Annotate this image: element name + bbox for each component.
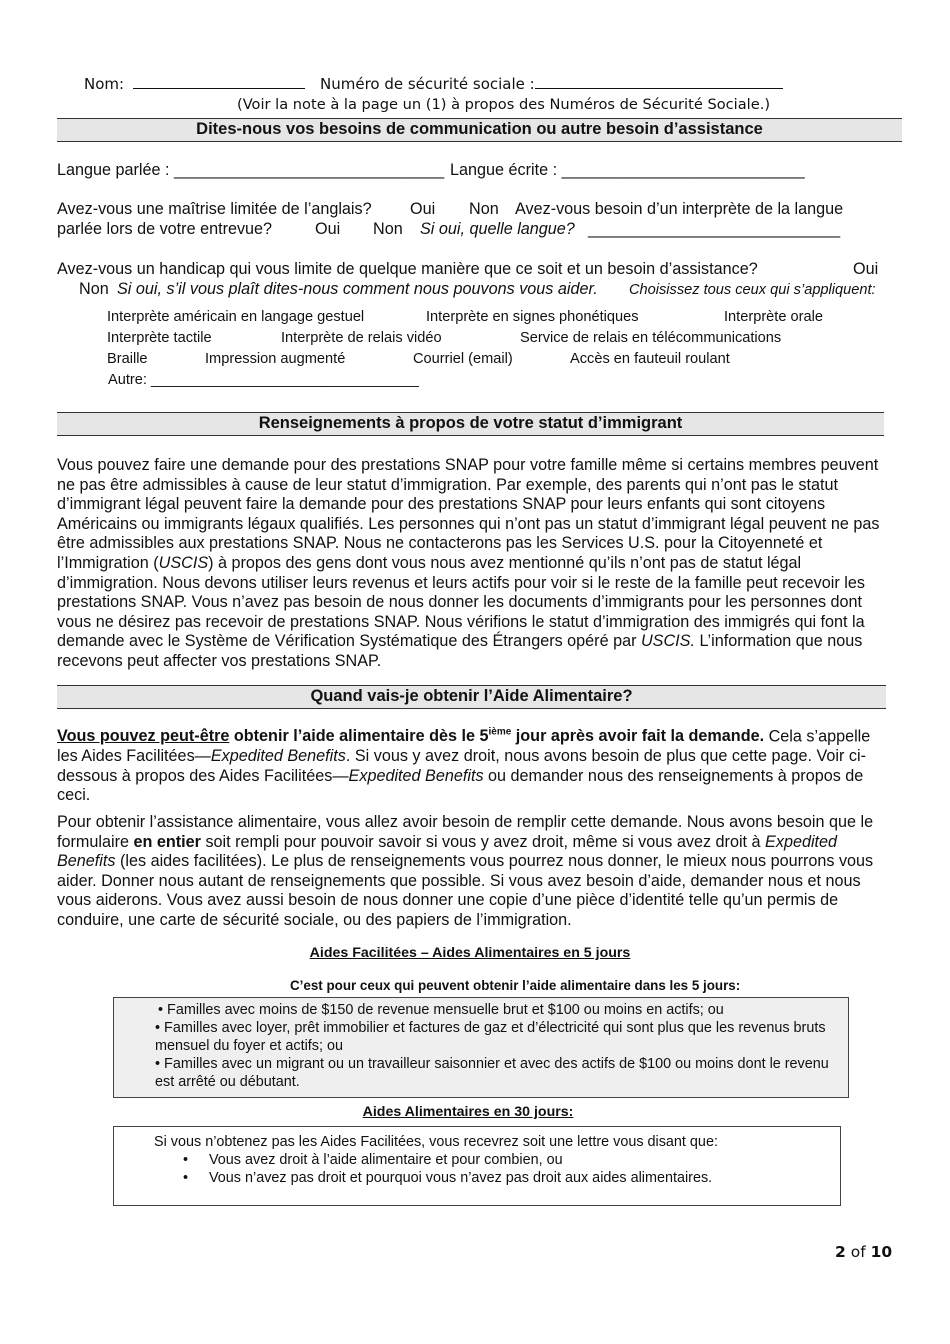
option-wheelchair[interactable]: Accès en fauteuil roulant [570, 351, 730, 367]
expedited-text: Expedited Benefits [210, 746, 346, 765]
p2-bold: en entier [133, 832, 201, 851]
thirty-day-list [153, 1151, 830, 1187]
spoken-language-label: Langue parlée : ______________________________ [57, 161, 445, 179]
communication-title: Dites-nous vos besoins de communication ou autre besoin d’assistance [57, 118, 902, 142]
ssn-note: (Voir la note à la page un (1) à propos des Numéros de Sécurité Sociale.) [237, 96, 771, 113]
option-other[interactable]: Autre: _________________________________ [108, 372, 419, 388]
lead-rest-a: Cela s’appelle les Aides Facilitées— [57, 727, 871, 765]
p2-text-c: (les aides facilitées). Le plus de renseignements vous pourrez nous donner, le mieux nous pourrons vous aider. Donner nous autant de renseignements que possible. Si vous avez besoin d’aide, demander nous et nous vous aiderons. Vous avez aussi besoin de nous donner une copie d’une pièce d’identité telle qu’un permis de conduire, une carte de sécurité sociale, ou des papiers de l’immigration. [57, 852, 874, 929]
thirty-day-item-1: • Vous avez droit à l’aide alimentaire et pour combien, ou [153, 1151, 830, 1169]
expedited-box-subtitle: C’est pour ceux qui peuvent obtenir l’aide alimentaire dans les 5 jours: [290, 978, 741, 993]
thirty-day-box [113, 1126, 841, 1206]
option-cued-speech[interactable]: Interprète en signes phonétiques [426, 309, 639, 325]
interpreter-no-option[interactable]: Non [373, 220, 403, 238]
expedited-text-2: Expedited Benefits [348, 766, 484, 785]
expedited-box-title: Aides Facilitées – Aides Alimentaires en 5 jours [309, 945, 631, 961]
expedited-item-2: • Familles avec loyer, prêt immobilier et factures de gaz et d’électricité qui sont plus que les revenus bruts mensuel du foyer et actifs; ou [155, 1020, 826, 1054]
immigration-text-1: Vous pouvez faire une demande pour des prestations SNAP pour votre famille même si certains membres peuvent ne pas être admissibles à cause de leur statut d’immigration. Par exemple, des parents qui n’ont pas le statut d’immigrant légal peuvent faire la demande pour des prestations SNAP pour leurs enfants qui sont citoyens Américains ou immigrants légaux qualifiés. Les personnes qui n’ont pas un statut d’immigrant légal peuvent ne pas être admissibles aux prestations SNAP. Nous ne contacterons pas les Services U.S. pour la Citoyenneté et l’Immigration ( [57, 456, 880, 572]
name-label: Nom: [84, 75, 125, 93]
thirty-day-item-2: • Vous n’avez pas droit et pourquoi vous n’avez pas droit aux aides alimentaires. [153, 1169, 830, 1187]
expedited-item-1: • Familles avec moins de $150 de revenue mensuelle brut et $100 ou moins en actifs; ou [158, 1002, 724, 1018]
food-aid-paragraph-1 [57, 723, 889, 806]
english-no-option[interactable]: Non [469, 200, 499, 218]
immigration-text-2: ) à propos des gens dont vous nous avez mentionné qu’ils n’ont pas de statut légal d’immigration. Nous devons utiliser leurs revenus et leurs actifs pour voir si le reste de la famille peut recevoir les prestations SNAP. Vous n’avez pas besoin de nous donner les documents d’immigrants pour les personnes dont vous ne désirez pas recevoir de prestations SNAP. Nous vérifions le statut d’immigration des immigrés qui font la demande avec le Système de Vérification Systématique des Étrangers opéré par [57, 553, 865, 651]
page-current: 2 [835, 1243, 846, 1261]
option-telecom-relay[interactable]: Service de relais en télécommunications [520, 330, 782, 346]
option-braille[interactable]: Braille [107, 351, 148, 367]
spoken-language-field[interactable] [57, 161, 444, 181]
ssn-label: Numéro de sécurité sociale : [320, 75, 535, 93]
immigration-text-3: L’information que nous recevons peut affecter vos prestations SNAP. [57, 632, 863, 670]
which-language-input[interactable]: ____________________________ [588, 220, 841, 238]
option-video-relay[interactable]: Interprète de relais vidéo [281, 330, 442, 346]
lead-bold-b: jour après avoir fait la demande. [511, 727, 765, 746]
english-question: Avez-vous une maîtrise limitée de l’anglais? [57, 200, 372, 218]
option-oral[interactable]: Interprète orale [724, 309, 823, 325]
lead-underlined: Vous pouvez peut-être [57, 727, 230, 746]
option-email[interactable]: Courriel (email) [413, 351, 513, 367]
page-total: 10 [870, 1243, 893, 1261]
disability-yes-option[interactable]: Oui [853, 260, 879, 278]
choose-all-text: Choisissez tous ceux qui s’appliquent: [629, 282, 876, 298]
page-of: of [850, 1243, 866, 1261]
thirty-day-intro: Si vous n’obtenez pas les Aides Facilitées, vous recevrez soit une lettre vous disant que: [154, 1134, 718, 1150]
option-asl[interactable]: Interprète américain en langage gestuel [107, 309, 365, 325]
disability-help-text: Si oui, s’il vous plaît dites-nous comment nous pouvons vous aider. [117, 280, 598, 298]
lead-bold-a: obtenir l’aide alimentaire dès le 5 [229, 727, 489, 746]
food-aid-paragraph-2 [57, 813, 889, 931]
name-field[interactable] [84, 74, 305, 93]
disability-no-option[interactable]: Non [79, 280, 109, 298]
thirty-day-title: Aides Alimentaires en 30 jours: [362, 1104, 574, 1120]
expedited-item-3: • Familles avec un migrant ou un travailleur saisonnier et avec des actifs de $100 ou moins dont le revenu est arrêté ou débutant. [155, 1056, 829, 1090]
disability-question: Avez-vous un handicap qui vous limite de quelque manière que ce soit et un besoin d’assistance? [57, 260, 758, 278]
expedited-text-3: Expedited Benefits [57, 832, 838, 871]
lead-rest-c: ou demander nous des renseignements à propos de ceci. [57, 766, 864, 805]
uscis-text-2: USCIS. [640, 632, 695, 651]
ssn-field[interactable] [320, 74, 783, 93]
written-language-field[interactable] [450, 161, 805, 181]
written-language-label: Langue écrite : ___________________________ [450, 161, 805, 179]
option-tactile[interactable]: Interprète tactile [107, 330, 212, 346]
uscis-text: USCIS [158, 553, 209, 572]
option-large-print[interactable]: Impression augmenté [205, 351, 346, 367]
p2-text-a: Pour obtenir l’assistance alimentaire, vous allez avoir besoin de remplir cette demande. Nous avons besoin que le formulaire [57, 813, 874, 851]
p2-text-b: soit rempli pour pouvoir savoir si vous y avez droit, même si vous avez droit à [200, 832, 766, 851]
page-number [835, 1243, 892, 1261]
immigration-paragraph [57, 456, 897, 672]
name-input-line[interactable] [133, 74, 305, 89]
food-aid-title: Quand vais-je obtenir l’Aide Alimentaire? [57, 685, 886, 709]
interpreter-question-b: parlée lors de votre entrevue? [57, 220, 273, 238]
immigration-title: Renseignements à propos de votre statut d’immigrant [57, 412, 884, 436]
interpreter-question-a: Avez-vous besoin d’un interprète de la langue [515, 200, 844, 218]
expedited-box [113, 997, 849, 1098]
lead-rest-b: . Si vous y avez droit, nous avons besoin de plus que cette page. Voir ci-dessous à propos des Aides Facilitées— [57, 746, 866, 785]
english-yes-option[interactable]: Oui [410, 200, 436, 218]
lead-sup: ième [488, 727, 512, 738]
ssn-input-line[interactable] [535, 74, 783, 89]
which-language-label: Si oui, quelle langue? [420, 220, 575, 238]
interpreter-yes-option[interactable]: Oui [315, 220, 341, 238]
